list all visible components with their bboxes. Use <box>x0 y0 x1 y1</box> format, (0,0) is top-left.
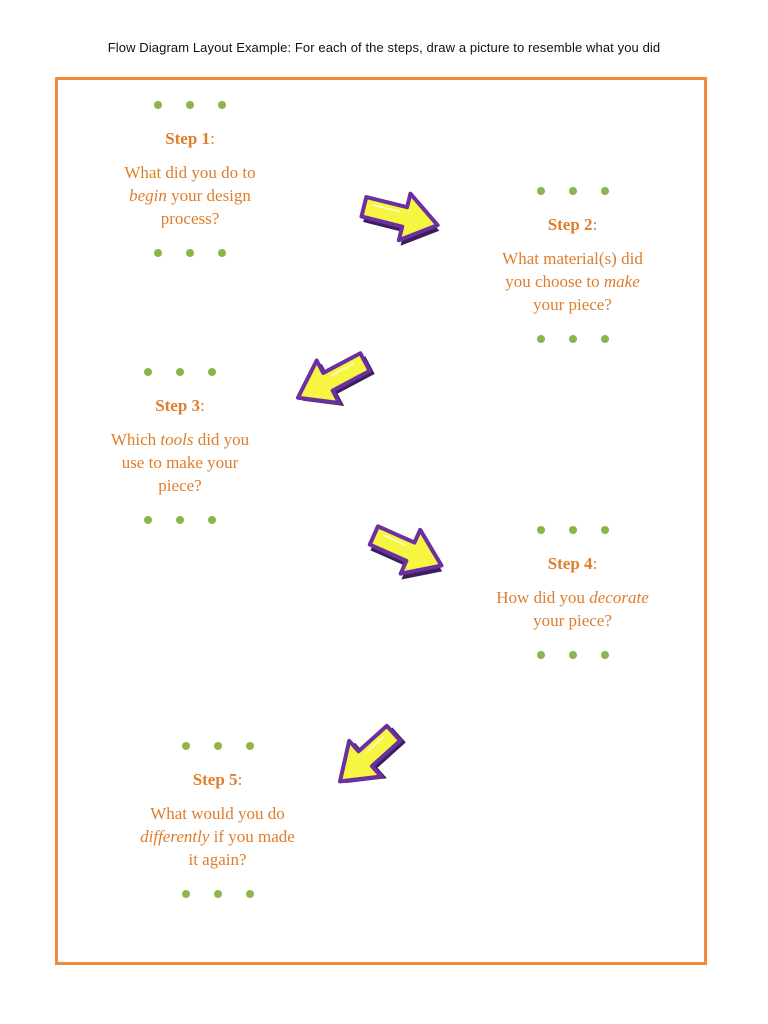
step-1-title: Step 1: <box>165 129 215 148</box>
step-2 <box>475 184 670 346</box>
dots-bottom <box>475 648 670 662</box>
arrow-left-down-icon <box>325 720 407 796</box>
step-4 <box>475 523 670 662</box>
arrow-right-down-icon <box>355 182 447 248</box>
dots-bottom <box>90 513 270 527</box>
step-5 <box>125 739 310 901</box>
step-3 <box>90 365 270 527</box>
step-5-question: What would you do differently if you made it again? <box>140 804 295 869</box>
dots-bottom <box>100 246 280 260</box>
step-4-question: How did you decorate your piece? <box>496 588 649 630</box>
dots-top <box>90 365 270 379</box>
step-4-title: Step 4: <box>547 554 598 573</box>
dots-top <box>475 523 670 537</box>
step-5-title: Step 5: <box>192 770 243 789</box>
dots-top <box>125 739 310 753</box>
step-1-question: What did you do to begin your design process? <box>124 163 256 228</box>
dots-top <box>475 184 670 198</box>
step-1 <box>100 98 280 260</box>
step-2-question: What material(s) did you choose to make your piece? <box>502 249 643 314</box>
arrow-left-down-icon <box>285 344 377 414</box>
step-3-question: Which tools did you use to make your piece? <box>110 430 250 495</box>
dots-top <box>100 98 280 112</box>
dots-bottom <box>475 332 670 346</box>
dots-bottom <box>125 887 310 901</box>
step-3-title: Step 3: <box>155 396 205 415</box>
step-2-title: Step 2: <box>547 215 598 234</box>
page-title: Flow Diagram Layout Example: For each of the steps, draw a picture to resemble what you did <box>107 40 661 55</box>
arrow-right-down-icon <box>365 515 453 585</box>
